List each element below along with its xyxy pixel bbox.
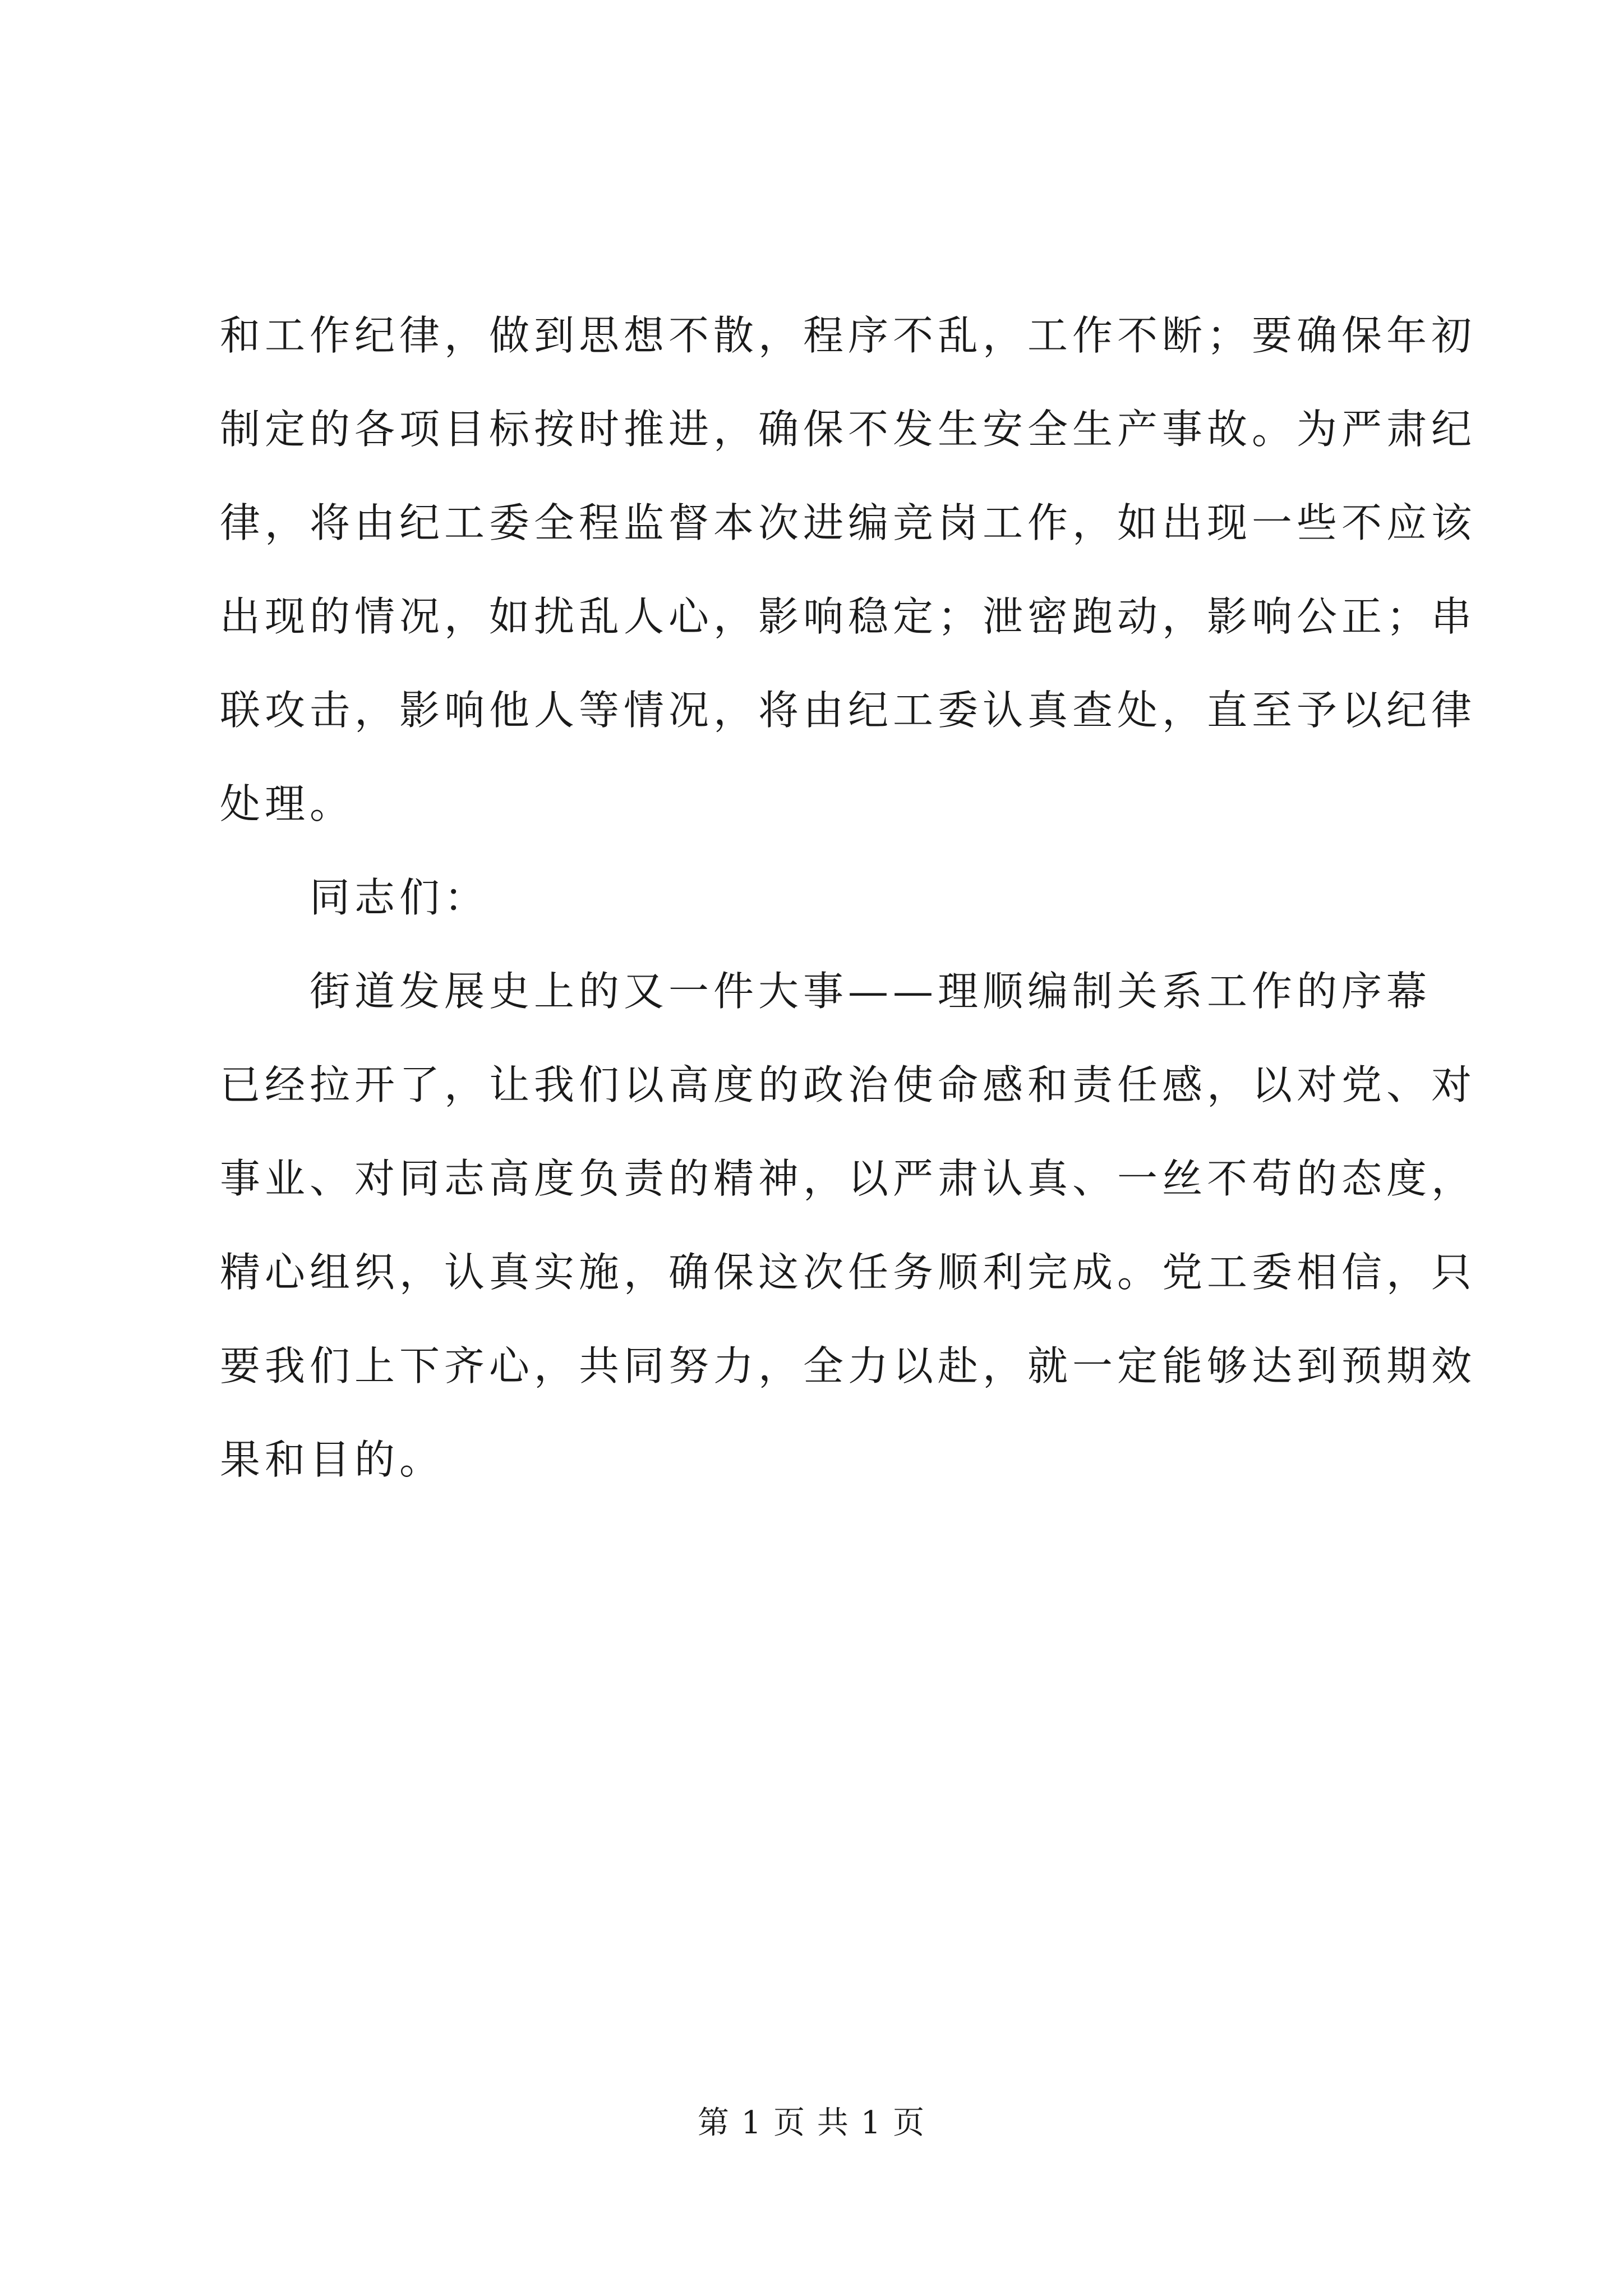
paragraph-salutation bbox=[220, 851, 1426, 945]
text-line: 果和目的。 bbox=[220, 1436, 445, 1483]
text-line: 事业、对同志高度负责的精神，以严肃认真、一丝不苟的态度， bbox=[220, 1155, 1477, 1202]
paragraph-closing bbox=[220, 945, 1477, 1507]
text-line: 和工作纪律，做到思想不散，程序不乱，工作不断；要确保年初 bbox=[220, 312, 1477, 359]
salutation-line: 同志们： bbox=[310, 874, 490, 921]
document-body bbox=[220, 289, 1477, 1507]
text-line: 出现的情况，如扰乱人心，影响稳定；泄密跑动，影响公正；串 bbox=[220, 593, 1477, 640]
text-line: 精心组织，认真实施，确保这次任务顺利完成。党工委相信，只 bbox=[220, 1249, 1477, 1296]
text-line: 已经拉开了，让我们以高度的政治使命感和责任感，以对党、对 bbox=[220, 1061, 1477, 1108]
page-number: 第 1 页 共 1 页 bbox=[697, 2105, 926, 2141]
text-line: 街道发展史上的又一件大事——理顺编制关系工作的序幕 bbox=[310, 968, 1432, 1015]
text-line: 律，将由纪工委全程监督本次进编竞岗工作，如出现一些不应该 bbox=[220, 499, 1477, 546]
paragraph-work-discipline bbox=[220, 289, 1477, 851]
text-line: 处理。 bbox=[220, 780, 355, 827]
text-line: 联攻击，影响他人等情况，将由纪工委认真查处，直至予以纪律 bbox=[220, 687, 1477, 734]
text-line: 制定的各项目标按时推进，确保不发生安全生产事故。为严肃纪 bbox=[220, 406, 1477, 453]
page-footer bbox=[0, 2101, 1623, 2146]
text-line: 要我们上下齐心，共同努力，全力以赴，就一定能够达到预期效 bbox=[220, 1342, 1477, 1389]
